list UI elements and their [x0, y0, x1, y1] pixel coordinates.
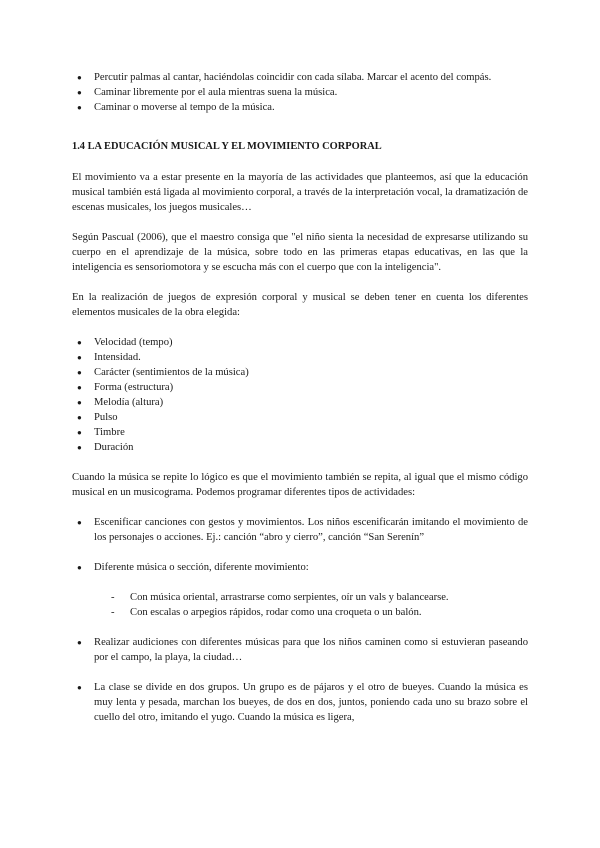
list-item: ● Escenificar canciones con gestos y movimientos. Los niños escenificarán imitando el movimiento de los personajes o acciones. Ej.: canción “abro y cierro”, canción “San Serenín”: [72, 515, 528, 545]
list-item: ● Diferente música o sección, diferente movimiento:: [72, 560, 528, 575]
list-item: ● Velocidad (tempo): [72, 335, 528, 350]
list-item: ● Pulso: [72, 410, 528, 425]
list-item: - Con escalas o arpegios rápidos, rodar como una croqueta o un balón.: [106, 605, 528, 620]
section-heading: 1.4 LA EDUCACIÓN MUSICAL Y EL MOVIMIENTO CORPORAL: [72, 141, 382, 152]
activities-list-3: [72, 635, 528, 665]
paragraph-pascual-quote: Según Pascual (2006), que el maestro consiga que "el niño sienta la necesidad de expresarse utilizando su cuerpo en el aprendizaje de la música, sobre todo en las primeras etapas educativas, en las que la inteligencia es sensoriomotora y se escucha más con el cuerpo que con la inteligencia".: [72, 232, 528, 273]
list-item: ● La clase se divide en dos grupos. Un grupo es de pájaros y el otro de bueyes. Cuando la música es muy lenta y pesada, marchan los bueyes, de dos en dos, juntos, poniendo cada uno su brazo sobre el cuello del otro, imitando el yugo. Cuando la música es ligera,: [72, 680, 528, 725]
list-item: - Con música oriental, arrastrarse como serpientes, oír un vals y balancearse.: [106, 590, 528, 605]
list-item: ● Percutir palmas al cantar, haciéndolas coincidir con cada sílaba. Marcar el acento del compás.: [72, 70, 528, 85]
list-item: ● Caminar libremente por el aula mientras suena la música.: [72, 85, 528, 100]
activities-list-4: [72, 680, 528, 725]
list-item: ● Melodía (altura): [72, 395, 528, 410]
list-item: ● Duración: [72, 440, 528, 455]
sub-activities-list: [106, 590, 528, 620]
list-item: ● Intensidad.: [72, 350, 528, 365]
list-item: ● Timbre: [72, 425, 528, 440]
list-item: ● Realizar audiciones con diferentes músicas para que los niños caminen como si estuvieran paseando por el campo, la playa, la ciudad…: [72, 635, 528, 665]
list-item: ● Carácter (sentimientos de la música): [72, 365, 528, 380]
musical-elements-list: [72, 335, 528, 455]
paragraph-musical-elements: En la realización de juegos de expresión corporal y musical se deben tener en cuenta los diferentes elementos musicales de la obra elegida:: [72, 292, 528, 318]
list-item: ● Forma (estructura): [72, 380, 528, 395]
paragraph-repetition: Cuando la música se repite lo lógico es que el movimiento también se repita, al igual que el mismo código musical en un musicograma. Podemos programar diferentes tipos de actividades:: [72, 472, 528, 498]
list-item: ● Caminar o moverse al tempo de la música.: [72, 100, 528, 115]
intro-bullet-list: [72, 70, 528, 115]
activities-list-2: [72, 560, 528, 575]
activities-list: [72, 515, 528, 545]
paragraph-movement: El movimiento va a estar presente en la mayoría de las actividades que planteemos, así que la educación musical también está ligada al movimiento corporal, a través de la interpretación vocal, la dramatización de escenas musicales, los juegos musicales…: [72, 172, 528, 213]
